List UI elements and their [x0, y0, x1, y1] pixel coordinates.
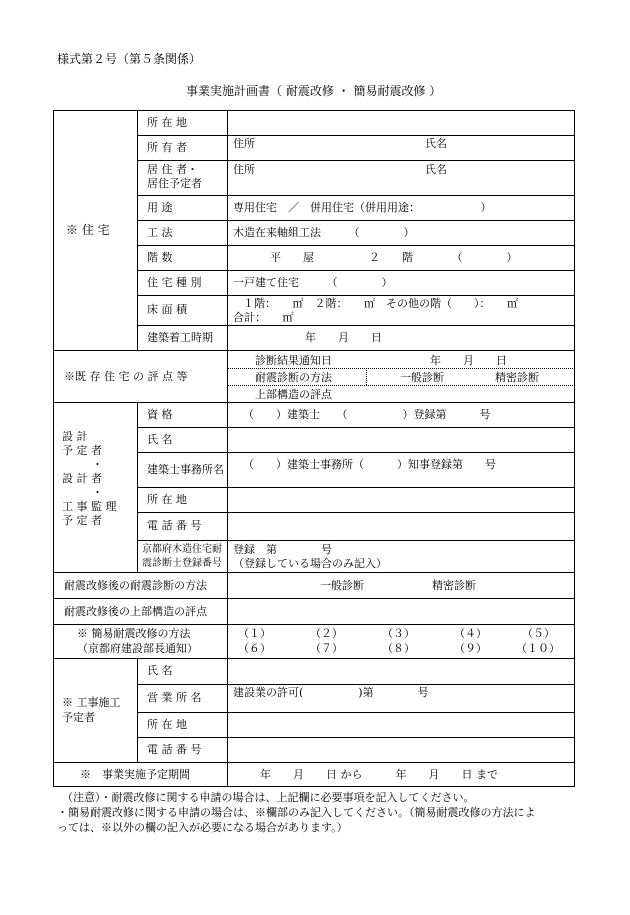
- simple-option-5: （５）: [522, 627, 555, 640]
- qualification-value: （ ）建築士 （ ）登録第 号: [243, 408, 491, 421]
- contractor-location-label: 所 在 地: [147, 718, 187, 731]
- simple-retrofit-label-1: ※ 簡易耐震改修の方法: [77, 627, 191, 640]
- designer-group-line-7: 予 定 者: [62, 514, 102, 527]
- structure-score-label: 上部構造の評点: [255, 388, 332, 401]
- kyoto-registration-label-2: 震診断士登録番号: [142, 558, 222, 569]
- contractor-license-value: 建設業の許可( )第 号: [233, 686, 429, 699]
- floor-area-line-2: 合計： ㎡: [233, 311, 294, 324]
- resident-label-2: 居住予定者: [147, 177, 202, 190]
- simple-option-4: （４）: [454, 627, 487, 640]
- resident-name-label: 氏名: [425, 163, 447, 176]
- note-line-1: （注意）・耐震改修に関する申請の場合は、上記欄に必要事項を記入してください。: [62, 791, 475, 804]
- floors-value: 平 屋 ２ 階 （ ）: [270, 251, 518, 264]
- simple-option-2: （２）: [310, 627, 343, 640]
- designer-group-line-5: ・: [92, 486, 103, 499]
- notice-date-value: 年 月 日: [430, 354, 507, 367]
- floor-area-label: 床 面 積: [147, 303, 187, 316]
- construction-start-value: 年 月 日: [305, 331, 382, 344]
- after-diagnosis-method-label: 耐震改修後の耐震診断の方法: [64, 579, 207, 592]
- schedule-label: ※ 事業実施予定期間: [80, 768, 190, 781]
- schedule-value: 年 月 日 から 年 月 日 まで: [260, 768, 498, 781]
- simple-option-8: （８）: [382, 642, 415, 655]
- designer-group-line-1: 設 計: [62, 430, 88, 443]
- designer-phone-label: 電 話 番 号: [147, 519, 202, 532]
- after-diagnosis-general: 一般診断: [320, 579, 364, 592]
- owner-label: 所 有 者: [147, 141, 187, 154]
- after-structure-score-label: 耐震改修後の上部構造の評点: [64, 605, 207, 618]
- note-line-3: っては、※以外の欄の記入が必要になる場合があります。）: [57, 821, 348, 834]
- simple-option-3: （３）: [382, 627, 415, 640]
- diagnosis-precise: 精密診断: [495, 371, 539, 384]
- simple-option-9: （９）: [454, 642, 487, 655]
- architect-office-value: （ ）建築士事務所（ ）知事登録第 号: [243, 458, 496, 471]
- housing-section-label: ※ 住 宅: [66, 223, 110, 237]
- designer-location-label: 所 在 地: [147, 493, 187, 506]
- after-diagnosis-precise: 精密診断: [432, 579, 476, 592]
- designer-group-line-3: ・: [92, 458, 103, 471]
- architect-office-label: 建築士事務所名: [147, 463, 224, 476]
- designer-group-line-2: 予 定 者: [62, 444, 102, 457]
- contractor-label-1: ※ 工事施工: [62, 696, 121, 709]
- contractor-name-label: 氏 名: [147, 664, 173, 677]
- housing-location-label: 所 在 地: [147, 116, 187, 129]
- use-value: 専用住宅 ／ 併用住宅（併用用途： ）: [233, 201, 492, 214]
- form-number: 様式第２号（第５条関係）: [57, 52, 202, 66]
- kyoto-registration-value-1: 登録 第 号: [233, 543, 332, 556]
- document-title: 事業実施計画書（ 耐震改修 ・ 簡易耐震改修 ）: [186, 84, 442, 98]
- contractor-label-2: 予定者: [62, 711, 95, 724]
- method-value: 木造在来軸組工法 （ ）: [233, 226, 415, 239]
- owner-address-label: 住所: [233, 137, 255, 150]
- simple-retrofit-label-2: （京都府建設部長通知）: [77, 642, 198, 655]
- contractor-phone-label: 電 話 番 号: [147, 743, 202, 756]
- simple-option-1: （１）: [238, 627, 271, 640]
- designer-group-label: [62, 430, 130, 528]
- house-type-label: 住 宅 種 別: [147, 276, 202, 289]
- construction-start-label: 建築着工時期: [147, 331, 213, 344]
- diagnosis-method-label: 耐震診断の方法: [255, 371, 332, 384]
- simple-option-6: （６）: [238, 642, 271, 655]
- simple-option-7: （７）: [310, 642, 343, 655]
- designer-name-label: 氏 名: [147, 433, 173, 446]
- simple-option-10: （１０）: [516, 642, 560, 655]
- notice-date-label: 診断結果通知日: [255, 354, 332, 367]
- qualification-label: 資 格: [147, 408, 173, 421]
- floor-area-line-1: １階： ㎡ ２階： ㎡ その他の階（ ）： ㎡: [243, 297, 518, 310]
- note-line-2: ・簡易耐震改修に関する申請の場合は、※欄部のみ記入してください。（簡易耐震改修の方法によ: [57, 806, 536, 819]
- diagnosis-general: 一般診断: [400, 371, 444, 384]
- designer-group-line-6: 工 事 監 理: [62, 500, 117, 513]
- contractor-office-label: 営 業 所 名: [147, 691, 202, 704]
- existing-score-section-label: ※既 存 住 宅 の 評 点 等: [64, 370, 188, 383]
- resident-label-1: 居 住 者・: [147, 163, 198, 176]
- owner-name-label: 氏名: [425, 137, 447, 150]
- use-label: 用 途: [147, 201, 173, 214]
- kyoto-registration-value-2: （登録している場合のみ記入）: [233, 557, 387, 570]
- kyoto-registration-label-1: 京都府木造住宅耐: [142, 544, 222, 555]
- method-label: 工 法: [147, 226, 173, 239]
- house-type-value: 一戸建て住宅 （ ）: [233, 276, 393, 289]
- designer-group-line-4: 設 計 者: [62, 472, 102, 485]
- floors-label: 階 数: [147, 251, 173, 264]
- resident-address-label: 住所: [233, 163, 255, 176]
